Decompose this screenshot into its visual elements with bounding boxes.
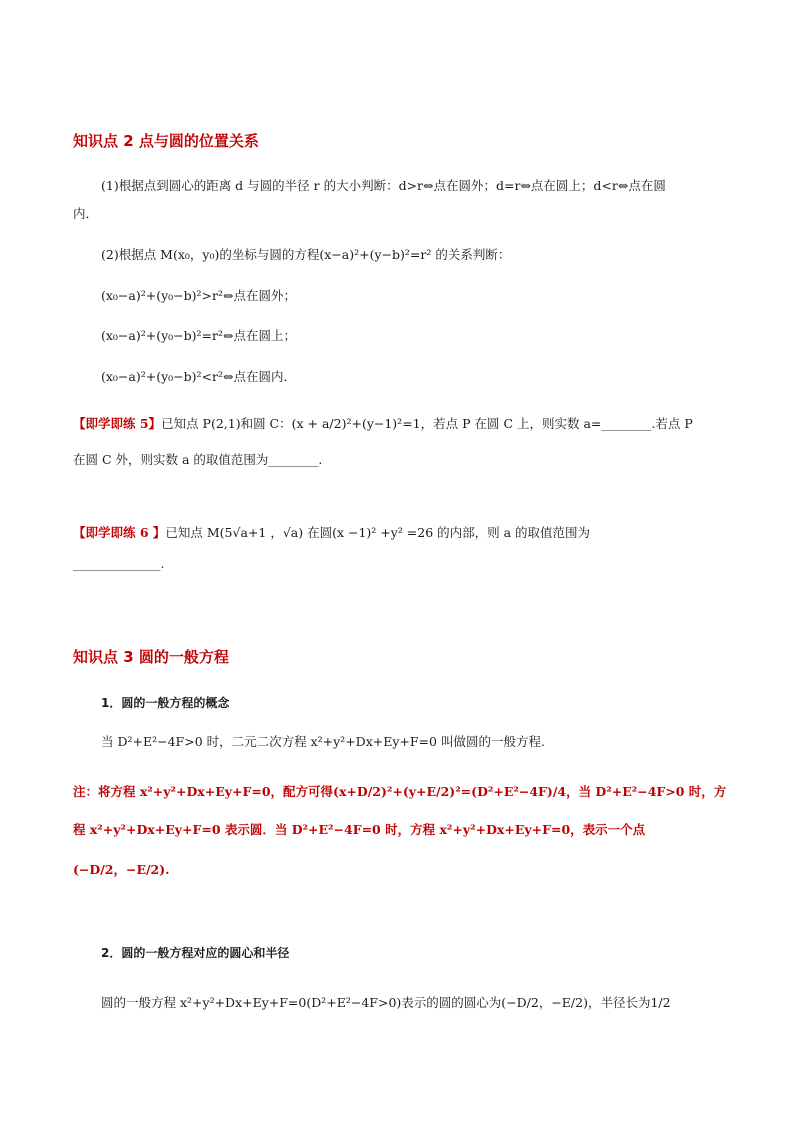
section-title-point-circle: 知识点 2 点与圆的位置关系 <box>73 132 259 150</box>
subsection-center-radius: 2．圆的一般方程对应的圆心和半径 <box>101 946 290 960</box>
section-title-general-equation: 知识点 3 圆的一般方程 <box>73 648 229 666</box>
note-line2: 程 x²+y²+Dx+Ey+F=0 表示圆．当 D²+E²−4F=0 时，方程 x²+y²+Dx+Ey+F=0，表示一个点 <box>73 822 646 837</box>
case-on: (x₀−a)²+(y₀−b)²=r²⇔点在圆上； <box>101 328 296 343</box>
exercise-5-text: 已知点 P(2,1)和圆 C：(x + a/2)²+(y−1)²=1，若点 P 在圆 C 上，则实数 a=________.若点 P <box>161 416 693 431</box>
criterion-coordinates: (2)根据点 M(x₀，y₀)的坐标与圆的方程(x−a)²+(y−b)²=r² 的关系判断： <box>101 247 511 262</box>
note-line3: (−D/2，−E/2). <box>73 862 170 877</box>
case-outside: (x₀−a)²+(y₀−b)²>r²⇔点在圆外； <box>101 288 296 303</box>
exercise-5-line2: 在圆 C 外，则实数 a 的取值范围为________. <box>73 452 323 467</box>
criterion-distance-line2: 内． <box>73 206 99 221</box>
exercise-5-tag: 【即学即练 5】 <box>73 416 162 431</box>
general-equation-definition: 当 D²+E²−4F>0 时，二元二次方程 x²+y²+Dx+Ey+F=0 叫做圆的一般方程. <box>101 734 545 749</box>
case-inside: (x₀−a)²+(y₀−b)²<r²⇔点在圆内． <box>101 369 296 384</box>
criterion-distance-line1: (1)根据点到圆心的距离 d 与圆的半径 r 的大小判断：d>r⇔点在圆外；d=r⇔点在圆上；d<r⇔点在圆 <box>101 178 666 193</box>
exercise-6-line2: ______________. <box>73 556 165 571</box>
exercise-6-text: 已知点 M(5√a+1 ，√a) 在圆(x −1)² +y² =26 的内部，则 a 的取值范围为 <box>165 525 591 540</box>
subsection-concept: 1．圆的一般方程的概念 <box>101 696 230 710</box>
note-line1: 注：将方程 x²+y²+Dx+Ey+F=0，配方可得(x+D/2)²+(y+E/2)²=(D²+E²−4F)/4，当 D²+E²−4F>0 时，方 <box>73 784 727 799</box>
exercise-6-line1 <box>73 525 590 541</box>
center-radius-statement: 圆的一般方程 x²+y²+Dx+Ey+F=0(D²+E²−4F>0)表示的圆的圆心为(−D/2，−E/2)，半径长为1/2 <box>101 995 671 1010</box>
exercise-5-line1 <box>73 416 693 432</box>
exercise-6-tag: 【即学即练 6 】 <box>73 525 166 540</box>
